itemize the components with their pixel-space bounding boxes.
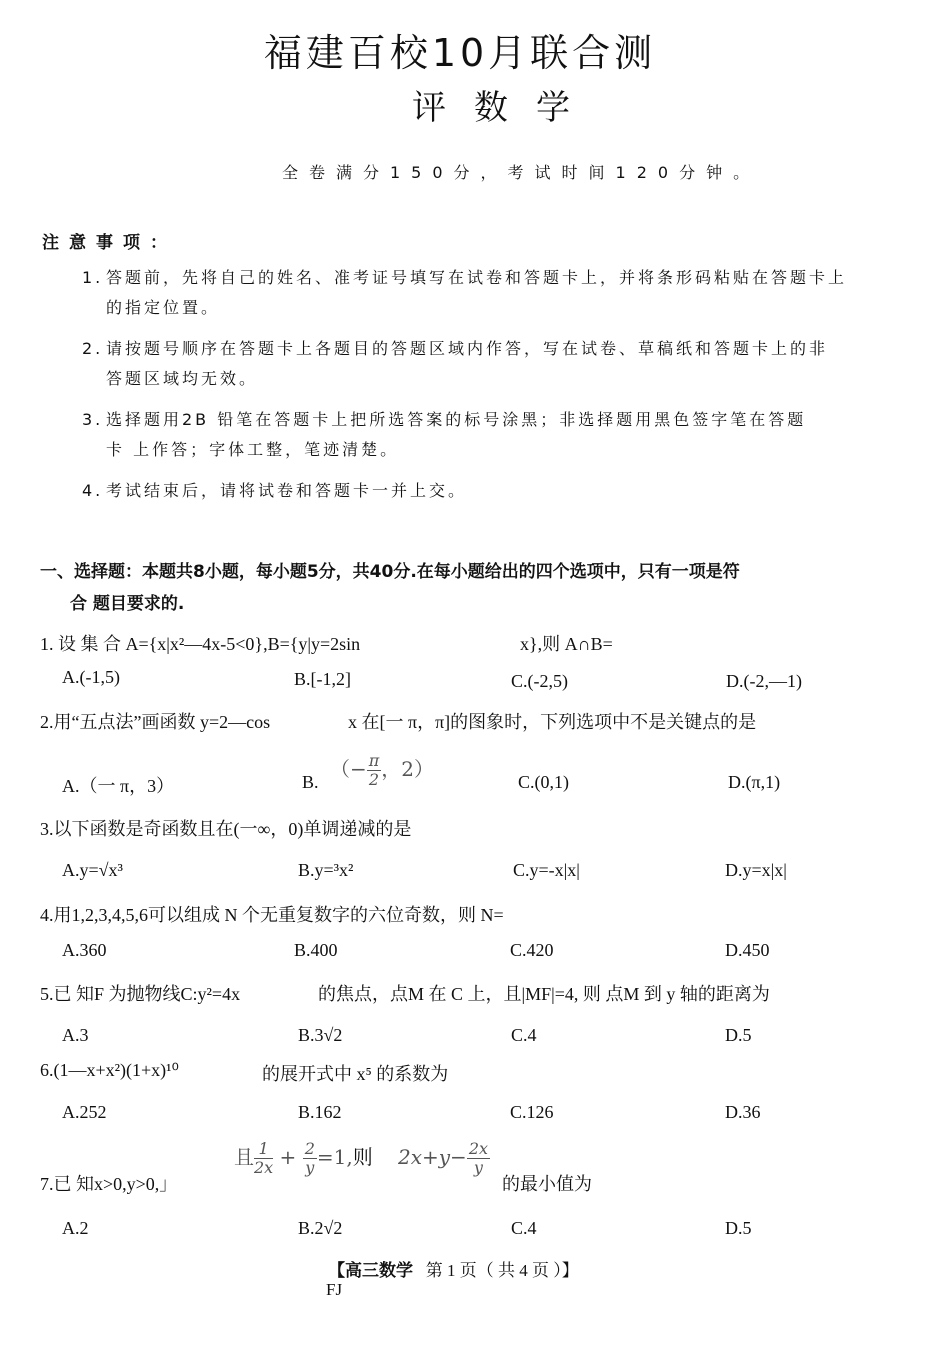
question-3-option-c: C.y=-x|x| [513,860,580,880]
question-7-option-b: B.2√2 [298,1218,343,1238]
notice-num: 4. [82,481,104,500]
question-4-stem: 4.用1,2,3,4,5,6可以组成 N 个无重复数字的六位奇数，则 N= [40,905,504,925]
question-7-stem-a: 7.已 知x>0,y>0,」 [40,1174,178,1194]
question-3-option-a: A.y=√x³ [62,860,123,880]
math-close: ，2） [381,757,435,781]
question-7-option-a: A.2 [62,1218,89,1238]
fraction-den: y [305,1158,315,1177]
section-line-2: 合 题目要求的. [70,594,185,614]
exam-subject: 评数学 [412,88,598,128]
fraction [467,1140,490,1177]
math-text: 则 [352,1145,373,1169]
question-7-option-d: D.5 [725,1218,752,1238]
footer-code: FJ [326,1280,343,1299]
notice-item-4 [82,476,912,506]
question-5-option-d: D.5 [725,1025,752,1045]
question-6-option-a: A.252 [62,1102,107,1122]
notice-item-1 [82,263,912,323]
question-2-option-b: B. [302,772,319,792]
exam-info: 全卷满分150分，考试时间120分钟。 [282,163,761,182]
question-5-stem-a: 5.已 知F 为抛物线C:y²=4x [40,984,241,1004]
question-2-stem-b: x 在[一 π，π]的图象时，下列选项中不是关键点的是 [348,712,757,732]
question-3-option-d: D.y=x|x| [725,860,787,880]
section-heading [40,556,920,620]
question-5-option-c: C.4 [511,1025,537,1045]
question-7-condition-math: 且 $\frac{1}{2x}$ + $\frac{2}{y}$ =1,则 [234,1139,373,1177]
question-5-option-b: B.3√2 [298,1025,343,1045]
question-6-option-d: D.36 [725,1102,761,1122]
question-6-stem-b: 的展开式中 x⁵ 的系数为 [262,1064,449,1084]
fraction-den: y [473,1158,483,1177]
question-7-expression-math [398,1140,490,1177]
notice-heading: 注意事项： [42,233,177,253]
question-2-option-a: A.（一 π，3） [62,776,175,796]
question-5-option-a: A.3 [62,1025,89,1045]
notice-item-3 [82,405,912,465]
page-footer [328,1256,579,1281]
notice-text: 考试结束后，请将试卷和答题卡一并上交。 [106,481,468,500]
question-4-option-a: A.360 [62,940,107,960]
math-open: （− [330,757,367,781]
footer-subject: 【高三数学 [328,1261,413,1281]
exam-title: 福建百校10月联合测 [263,31,657,75]
question-4-option-d: D.450 [725,940,770,960]
question-2-stem-a: 2.用“五点法”画函数 y=2—cos [40,712,271,732]
fraction-den: 2x [254,1158,274,1177]
notice-num: 1. [82,268,104,287]
question-3-option-b: B.y=³x² [298,860,354,880]
math-text: =1, [316,1145,353,1169]
notice-text: 请按题号顺序在答题卡上各题目的答题区域内作答，写在试卷、草稿纸和答题卡上的非 [106,339,829,358]
fraction-num: 1 [254,1140,273,1159]
question-4-option-c: C.420 [510,940,554,960]
question-1-option-b: B.[-1,2] [294,669,351,689]
fraction [254,1140,273,1177]
question-6-option-b: B.162 [298,1102,342,1122]
fraction-num: 2x [468,1139,489,1158]
question-4-option-b: B.400 [294,940,338,960]
question-7-option-c: C.4 [511,1218,537,1238]
notice-num: 2. [82,339,104,358]
math-text: 2x+y− [398,1145,467,1169]
question-7-stem-b: 的最小值为 [502,1174,592,1194]
question-2-option-d: D.(π,1) [728,772,781,792]
fraction-num: 2 [304,1139,315,1158]
question-1-stem-a: 1. 设 集 合 A={x|x²—4x-5<0},B={y|y=2sin [40,634,361,654]
notice-num: 3. [82,410,104,429]
notice-text-cont: 答题区域均无效。 [106,369,259,388]
fraction-den: 2 [368,770,380,789]
fraction-num: π [368,751,380,770]
section-line-1: 一、选择题：本题共8小题，每小题5分，共40分.在每小题给出的四个选项中，只有一项是符 [40,562,740,582]
notice-text: 答题前，先将自己的姓名、准考证号填写在试卷和答题卡上，并将条形码粘贴在答题卡上 [106,268,848,287]
question-6-option-c: C.126 [510,1102,554,1122]
notice-text-cont: 的指定位置。 [106,298,221,317]
notice-item-2 [82,334,912,394]
fraction [303,1140,317,1177]
question-2-option-b-math [330,752,434,789]
question-1-option-a: A.(-1,5) [62,667,120,687]
footer-page: 第 1 页（ 共 4 页 ）】 [425,1261,579,1280]
question-1-stem-b: x},则 A∩B= [520,634,613,654]
question-3-stem: 3.以下函数是奇函数且在(一∞，0)单调递减的是 [40,819,412,839]
math-text: 且 [234,1145,254,1169]
question-1-option-c: C.(-2,5) [511,671,568,691]
fraction [367,752,382,789]
question-1-option-d: D.(-2,—1) [726,671,802,691]
notice-text-cont: 卡 上作答；字体工整，笔迹清楚。 [106,440,400,459]
question-5-stem-b: 的焦点，点M 在 C 上，且|MF|=4, 则 点M 到 y 轴的距离为 [318,984,770,1004]
notice-text: 选择题用2B 铅笔在答题卡上把所选答案的标号涂黑；非选择题用黑色签字笔在答题 [106,410,807,429]
question-6-stem-a: 6.(1—x+x²)(1+x)¹⁰ [40,1060,179,1080]
question-2-option-c: C.(0,1) [518,772,569,792]
